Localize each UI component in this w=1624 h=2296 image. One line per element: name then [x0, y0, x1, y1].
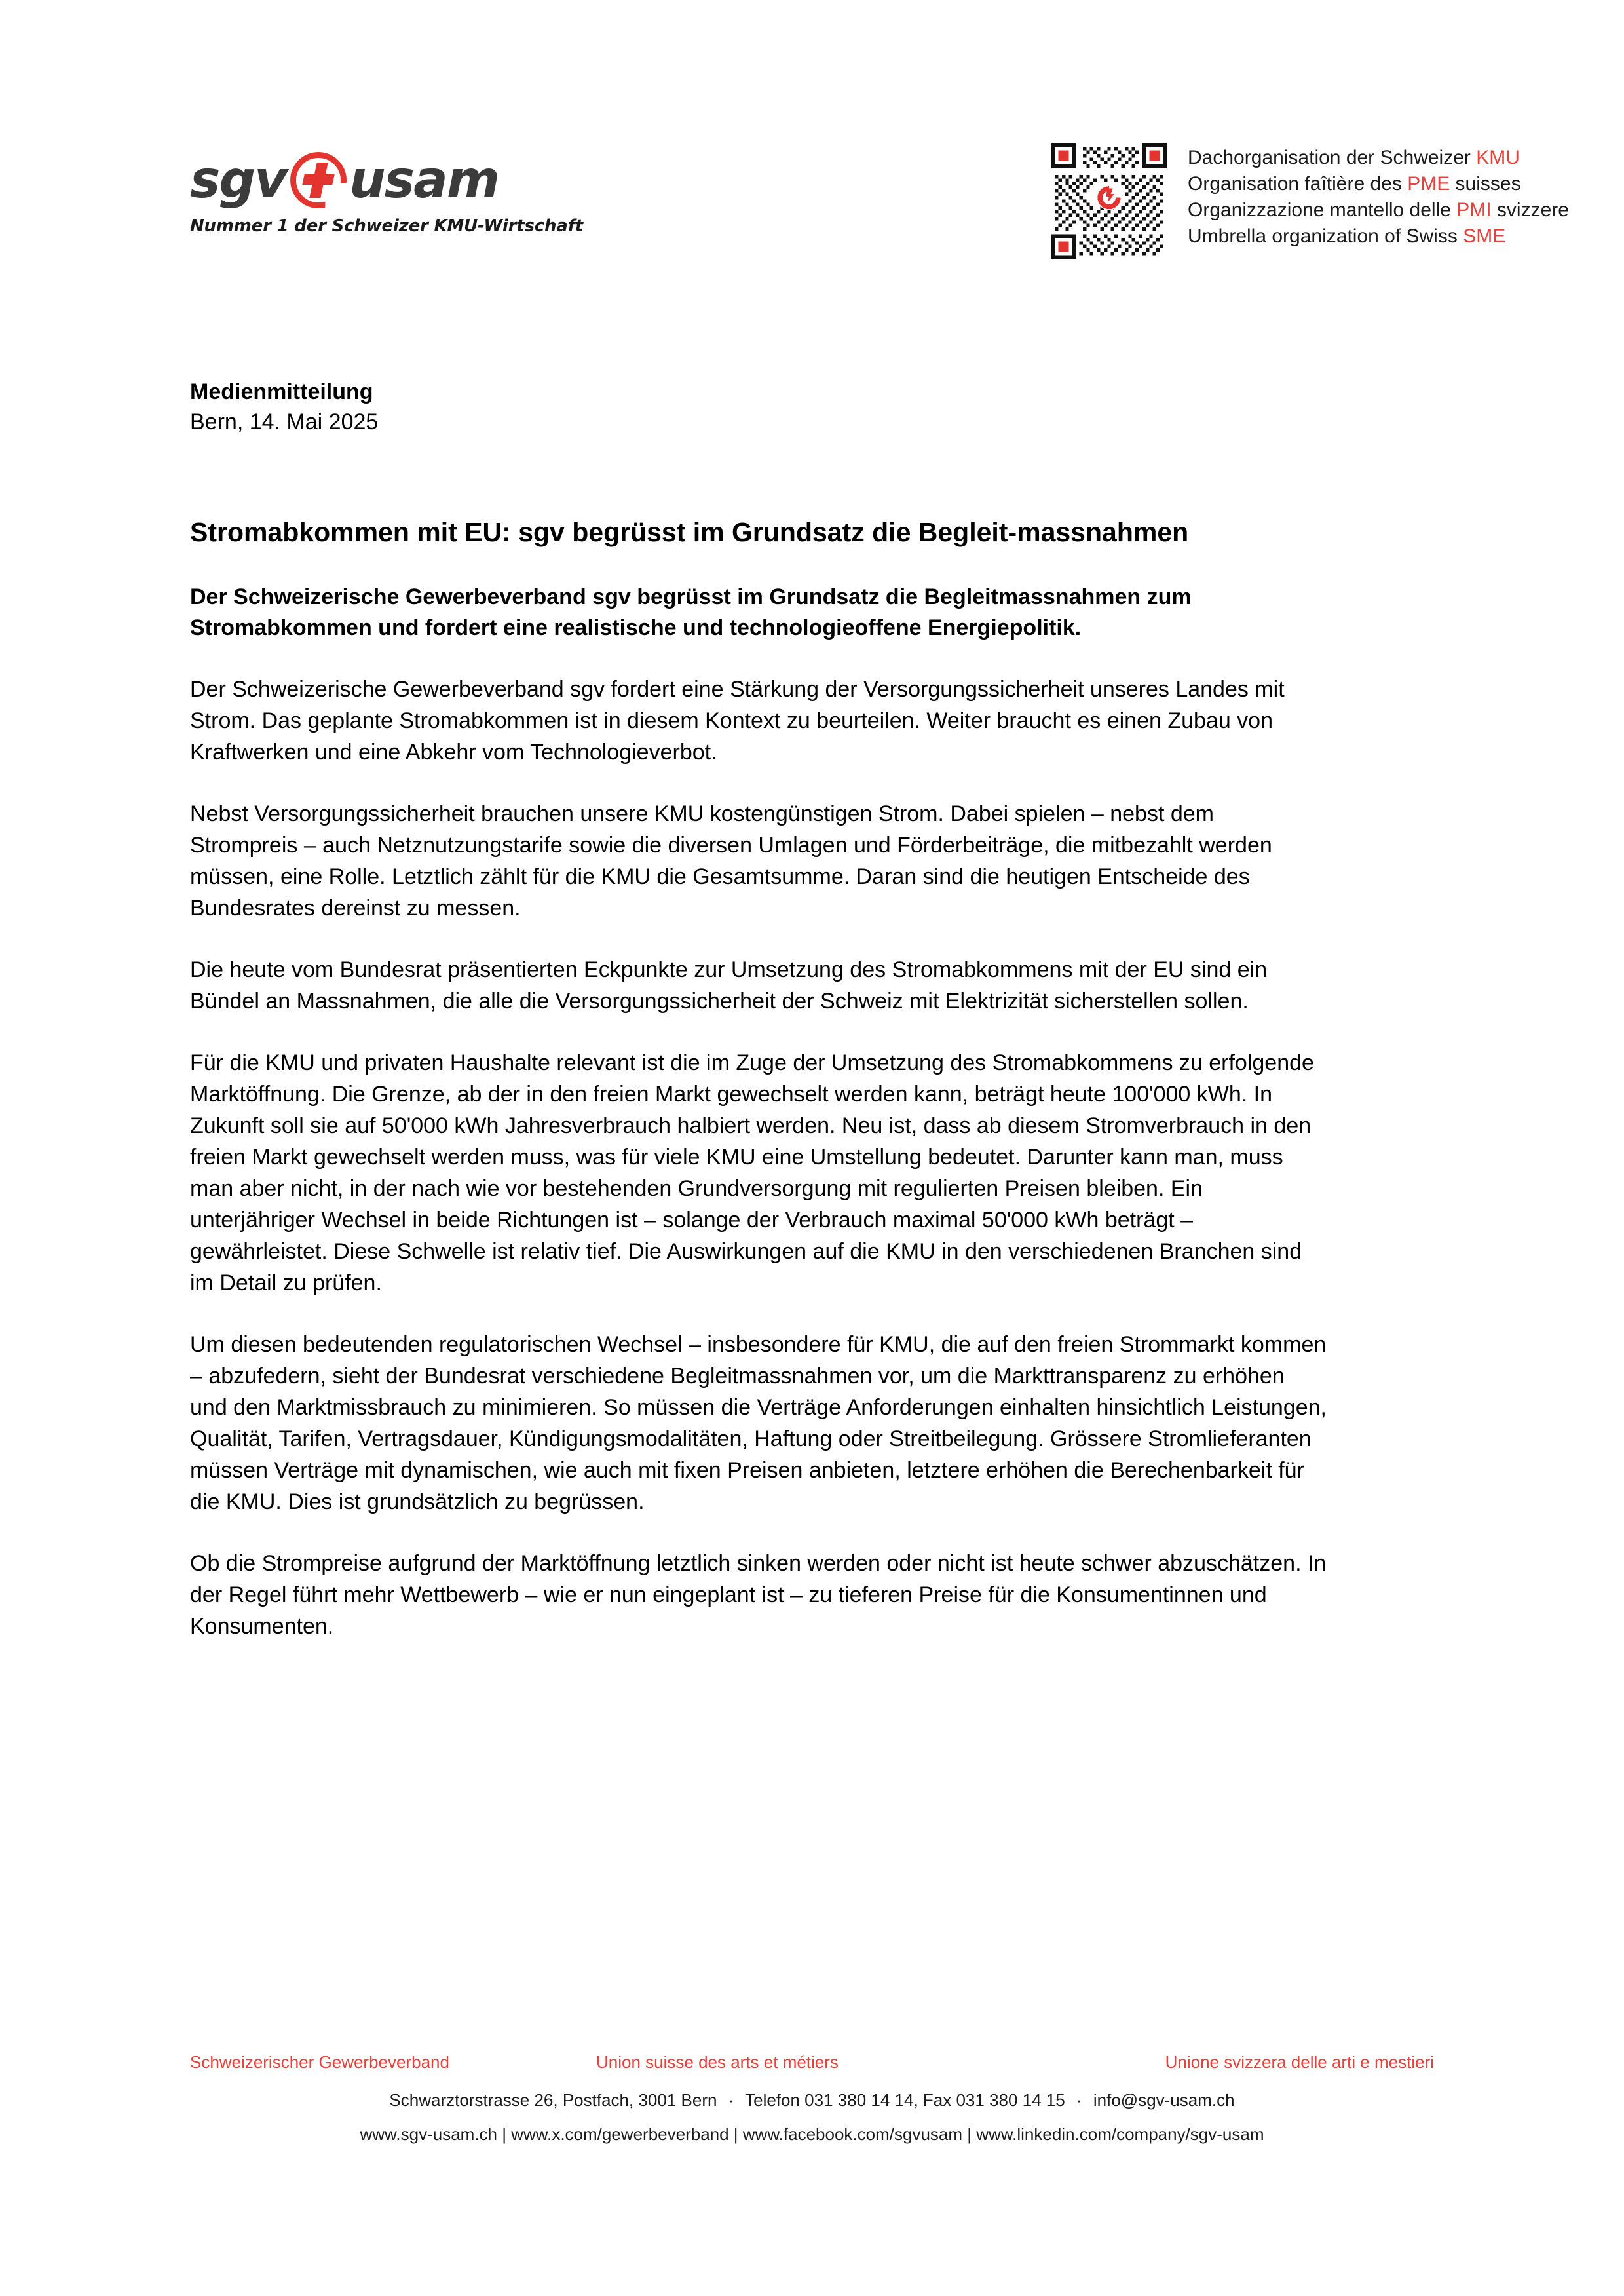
logo-tagline: Nummer 1 der Schweizer KMU-Wirtschaft — [190, 216, 583, 236]
body-paragraph-6: Ob die Strompreise aufgrund der Marktöffnung letztlich sinken werden oder nicht ist heute schwer abzuschätzen. In der Regel führt mehr Wettbewerb – wie er nun eingeplant ist – zu tieferen Preise für die Konsumentinnen und Konsumenten. — [190, 1551, 1327, 1639]
page-header — [190, 141, 1569, 272]
lead-paragraph: Der Schweizerische Gewerbeverband sgv begrüsst im Grundsatz die Begleitmassnahmen zum Stromabkommen und fordert eine realistische und technologieoffene Energiepolitik. — [190, 584, 1192, 640]
org-line-en: Umbrella organization of Swiss SME — [1188, 225, 1506, 247]
sgv-usam-logo — [190, 151, 609, 236]
sgv-usam-emblem-icon — [290, 152, 347, 208]
footer-org-names — [0, 2051, 1624, 2073]
org-descriptor-lines — [1188, 141, 1569, 250]
footer-separator-1: · — [728, 2090, 734, 2110]
org-line-fr: Organisation faîtière des PME suisses — [1188, 173, 1521, 195]
footer-email[interactable]: info@sgv-usam.ch — [1093, 2090, 1235, 2110]
footer-contact-line — [0, 2089, 1624, 2111]
dateline: Bern, 14. Mai 2025 — [190, 410, 379, 434]
header-org-block — [1051, 141, 1569, 259]
footer-links-line[interactable]: www.sgv-usam.ch | www.x.com/gewerbeverband | www.facebook.com/sgvusam | www.linkedin.com/company/sgv-usam — [360, 2124, 1264, 2144]
footer-phone: Telefon 031 380 14 14, Fax 031 380 14 15 — [745, 2090, 1065, 2110]
document-body — [190, 377, 1428, 1642]
page-footer — [0, 2051, 1624, 2145]
body-paragraph-4: Für die KMU und privaten Haushalte relevant ist die im Zuge der Umsetzung des Stromabkommens zu erfolgende Marktöffnung. Die Grenze, ab der in den freien Markt gewechselt werden kann, beträgt heute 100'000 kWh. In Zukunft soll sie auf 50'000 kWh Jahresverbrauch halbiert werden. Neu ist, dass ab diesem Stromverbrauch in den freien Markt gewechselt werden muss, was für viele KMU eine Umstellung bedeutet. Darunter kann man, muss man aber nicht, in der nach wie vor bestehenden Grundversorgung mit regulierten Preisen bleiben. Ein unterjähriger Wechsel in beide Richtungen ist – solange der Verbrauch maximal 50'000 kWh beträgt – gewährleistet. Diese Schwelle ist relativ tief. Die Auswirkungen auf die KMU in den verschiedenen Branchen sind im Detail zu prüfen. — [190, 1050, 1314, 1295]
org-line-de: Dachorganisation der Schweizer KMU — [1188, 147, 1520, 168]
logo-text-usam: usam — [349, 151, 499, 210]
body-paragraph-2: Nebst Versorgungssicherheit brauchen unsere KMU kostengünstigen Strom. Dabei spielen – nebst dem Strompreis – auch Netznutzungstarife sowie die diversen Umlagen und Förderbeiträge, die mitbezahlt werden müssen, eine Rolle. Letztlich zählt für die KMU die Gesamtsumme. Daran sind die heutigen Entscheide des Bundesrates dereinst zu messen. — [190, 801, 1272, 921]
logo-wordmark — [190, 151, 609, 210]
body-paragraph-3: Die heute vom Bundesrat präsentierten Eckpunkte zur Umsetzung des Stromabkommens mit der EU sind ein Bündel an Massnahmen, die alle die Versorgungssicherheit der Schweiz mit Elektrizität sicherstellen sollen. — [190, 957, 1268, 1014]
logo-text-sgv: sgv — [190, 151, 287, 210]
qr-code-icon — [1051, 144, 1167, 259]
document-type-label: Medienmitteilung — [190, 379, 373, 404]
footer-org-name-de: Schweizerischer Gewerbeverband — [190, 2052, 449, 2072]
footer-org-name-it: Unione svizzera delle arti e mestieri — [1165, 2052, 1434, 2072]
footer-org-name-fr: Union suisse des arts et métiers — [596, 2052, 839, 2072]
body-paragraph-5: Um diesen bedeutenden regulatorischen Wechsel – insbesondere für KMU, die auf den freien Strommarkt kommen – abzufedern, sieht der Bundesrat verschiedene Begleitmassnahmen vor, um die Markttransparenz zu erhöhen und den Marktmissbrauch zu minimieren. So müssen die Verträge Anforderungen einhalten hinsichtlich Leistungen, Qualität, Tarifen, Vertragsdauer, Kündigungsmodalitäten, Haftung oder Streitbeilegung. Grössere Stromlieferanten müssen Verträge mit dynamischen, wie auch mit fixen Preisen anbieten, letztere erhöhen die Berechenbarkeit für die KMU. Dies ist grundsätzlich zu begrüssen. — [190, 1332, 1327, 1514]
body-paragraph-1: Der Schweizerische Gewerbeverband sgv fordert eine Stärkung der Versorgungssicherheit unseres Landes mit Strom. Das geplante Stromabkommen ist in diesem Kontext zu beurteilen. Weiter braucht es einen Zubau von Kraftwerken und eine Abkehr vom Technologieverbot. — [190, 677, 1285, 765]
footer-address: Schwarztorstrasse 26, Postfach, 3001 Bern — [389, 2090, 717, 2110]
org-line-it: Organizzazione mantello delle PMI svizzere — [1188, 199, 1569, 221]
page-title: Stromabkommen mit EU: sgv begrüsst im Grundsatz die Begleit-massnahmen — [190, 517, 1189, 547]
footer-separator-2: · — [1076, 2090, 1082, 2110]
